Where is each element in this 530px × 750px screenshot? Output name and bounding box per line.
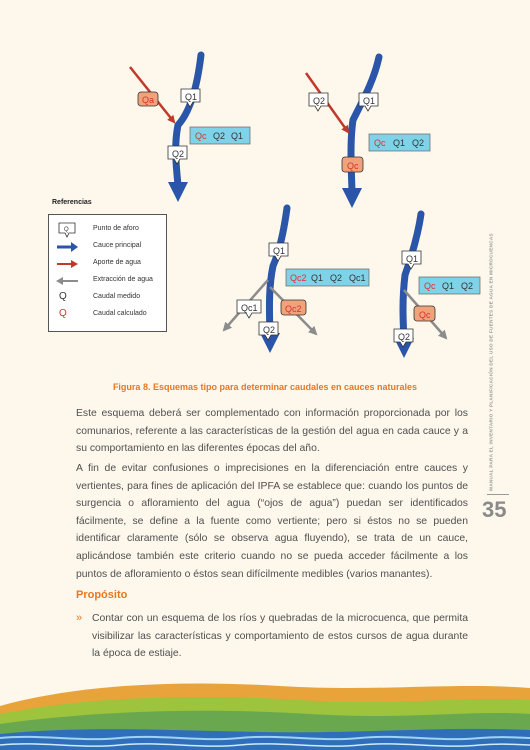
calc-term: Q1 bbox=[311, 273, 324, 283]
q1-label: Q1 bbox=[273, 246, 286, 256]
legend-item bbox=[49, 256, 166, 272]
calc-term: Q1 bbox=[231, 131, 244, 141]
legend-item bbox=[49, 290, 166, 306]
calc-term: Qc bbox=[195, 131, 207, 141]
bullet-marker: » bbox=[76, 612, 83, 624]
q1-label: Q1 bbox=[363, 96, 376, 106]
manual-title: MANUAL PARA EL INVENTARIO Y PLANIFICACIÓN DEL USO DE FUENTES DE AGUA EN MICROCUENCAS bbox=[488, 233, 494, 491]
inflow-arrow-icon bbox=[55, 256, 79, 272]
legend bbox=[48, 214, 167, 332]
legend-item bbox=[49, 307, 166, 323]
calculated-flow-symbol: Q bbox=[59, 308, 67, 319]
legend-label: Punto de aforo bbox=[93, 225, 139, 232]
calc-term: Qc2 bbox=[290, 273, 307, 283]
calc-term: Qc bbox=[374, 138, 386, 148]
legend-item bbox=[49, 273, 166, 289]
diagram-4 bbox=[394, 214, 480, 358]
qc-label: Qc bbox=[347, 161, 359, 171]
page-number: 35 bbox=[482, 497, 507, 522]
diagram-3 bbox=[224, 208, 369, 353]
calc-term: Q2 bbox=[461, 281, 474, 291]
calc-term: Q2 bbox=[213, 131, 226, 141]
q1-label: Q1 bbox=[406, 254, 419, 264]
main-river-icon bbox=[55, 239, 79, 255]
qc1-label: Qc1 bbox=[241, 303, 258, 313]
divider bbox=[487, 494, 509, 495]
q1-label: Q1 bbox=[185, 92, 198, 102]
calc-term: Q1 bbox=[442, 281, 455, 291]
legend-label: Cauce principal bbox=[93, 242, 142, 249]
q2-label: Q2 bbox=[398, 332, 411, 342]
gauging-point-symbol: Q bbox=[64, 227, 69, 233]
gauging-point-icon bbox=[55, 222, 79, 238]
main-river bbox=[176, 55, 201, 185]
bullet-text: Contar con un esquema de los ríos y quebradas de la microcuenca, que permita visibilizar las características y comportamiento de estos cursos de agua durante la época de estiaje. bbox=[92, 613, 468, 660]
legend-label: Extracción de agua bbox=[93, 276, 153, 283]
legend-item bbox=[49, 222, 166, 238]
calc-term: Q2 bbox=[412, 138, 425, 148]
legend-title: Referencias bbox=[52, 199, 92, 206]
q2-label: Q2 bbox=[313, 96, 326, 106]
qc-label: Qc bbox=[419, 310, 431, 320]
calc-term: Q2 bbox=[330, 273, 343, 283]
main-river bbox=[269, 208, 287, 335]
q2-label: Q2 bbox=[172, 149, 185, 159]
river-arrowhead bbox=[342, 188, 362, 208]
paragraph-2: A fin de evitar confusiones o imprecisiones en la diferenciación entre cauces y vertientes, para fines de aplicación del IPFA se establece que: cuando los puntos de surgencia o afloramiento del agua (“ojos de agua”) puedan ser identificados fácilmente, se define a la fuente como vertiente; pero si éstos no se pueden identificar claramente (sólo se observa agua fluyendo), se trata de un cauce, aplicándose también este criterio cuando no se pueda acceder fácilmente a los puntos de afloramiento o éstos sean difícilmente medibles (varios manantes). bbox=[76, 463, 468, 580]
legend-label: Aporte de agua bbox=[93, 259, 141, 266]
calc-term: Qc1 bbox=[349, 273, 366, 283]
figure-caption: Figura 8. Esquemas tipo para determinar caudales en cauces naturales bbox=[112, 382, 418, 392]
river-arrowhead bbox=[168, 182, 188, 202]
diagram-2 bbox=[306, 57, 430, 208]
paragraph-1: Este esquema deberá ser complementado con información proporcionada por los comunarios, referente a las características de la gestión del agua en cada cauce y a su comportamiento en las diferentes épocas del año. bbox=[76, 408, 468, 455]
decorative-footer bbox=[0, 678, 530, 750]
qc2-label: Qc2 bbox=[285, 304, 302, 314]
q2-label: Q2 bbox=[263, 325, 276, 335]
extraction-arrow-icon bbox=[55, 273, 79, 289]
calc-term: Qc bbox=[424, 281, 436, 291]
legend-label: Caudal calculado bbox=[93, 310, 147, 317]
legend-item bbox=[49, 239, 166, 255]
diagram-1 bbox=[130, 55, 250, 202]
calc-term: Q1 bbox=[393, 138, 406, 148]
legend-label: Caudal medido bbox=[93, 293, 141, 300]
qa-label: Qa bbox=[142, 95, 155, 105]
section-heading: Propósito bbox=[76, 589, 128, 601]
measured-flow-symbol: Q bbox=[59, 291, 67, 302]
